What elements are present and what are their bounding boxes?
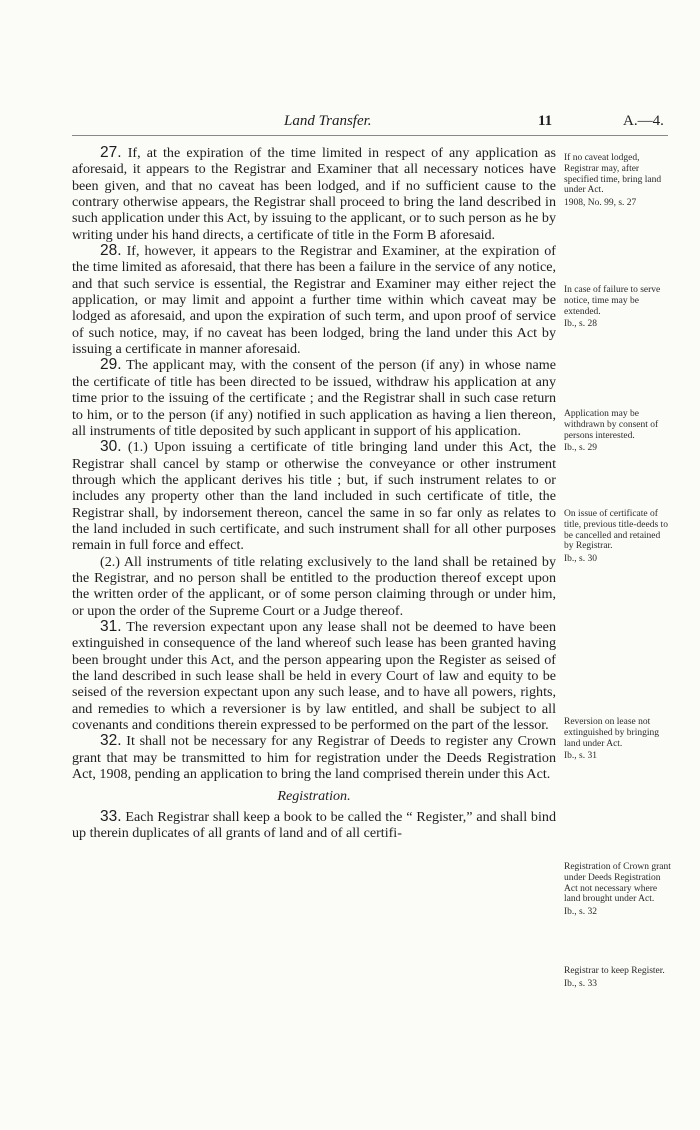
margin-note-ref: 1908, No. 99, s. 27	[564, 198, 637, 209]
section-32	[72, 733, 556, 782]
section-text: The reversion expectant upon any lease shall not be deemed to have been extinguished in consequence of the land whereof such lease has been granted having been brought under this Act, and the person appearing upon the Register as seised of the land described in such lease shall be held in every Court of law and equity to be seised of the reversion expectant upon any such lease, and to have all powers, rights, and remedies to which a reversioner is by law entitled, and shall be subject to all covenants and conditions therein expressed to be performed on the part of the lessor.	[72, 618, 556, 734]
section-text: It shall not be necessary for any Registrar of Deeds to register any Crown grant that may be transmitted to him for registration under the Deeds Registration Act, 1908, pending an application to bring the land comprised therein under this Act.	[72, 733, 556, 783]
running-title: Land Transfer.	[284, 113, 372, 129]
margin-note-ref: Ib., s. 31	[564, 751, 597, 762]
section-text: Each Registrar shall keep a book to be called the “ Register,” and shall bind up therein duplicates of all grants of land and of all certifi-	[72, 808, 556, 842]
section-30-subsection-2: (2.) All instruments of title relating exclusively to the land shall be retained by the Registrar, and no person shall be entitled to the production thereof except upon the written order of the applicant, or of some person claiming through or under him, or upon the order of the Supreme Court or a Judge thereof.	[72, 553, 556, 619]
section-30	[72, 439, 556, 553]
section-31	[72, 619, 556, 733]
margin-note-27	[564, 153, 672, 209]
margin-note-ref: Ib., s. 28	[564, 319, 597, 330]
margin-note-ref: Ib., s. 32	[564, 907, 597, 918]
section-27	[72, 145, 556, 243]
margin-note-ref: Ib., s. 33	[564, 978, 597, 989]
margin-note-29	[564, 409, 672, 454]
section-33	[72, 809, 556, 842]
section-text: (1.) Upon issuing a certificate of title bringing land under this Act, the Registrar shall cancel by stamp or otherwise the conveyance or other instrument through which the applicant derives his title ; but, if such instrument relates to or includes any property other than the land included in such certificate of title, the Registrar shall, by indorsement thereon, cancel the same in so far only as relates to the land included in such certificate, and such instrument shall for all other purposes remain in full force and effect.	[72, 439, 556, 554]
margin-note-text: On issue of certificate of title, previous title-deeds to be cancelled and retained by Registrar.	[564, 509, 668, 552]
section-number: 30.	[100, 438, 122, 456]
section-text: The applicant may, with the consent of the person (if any) in whose name the certificate of title has been directed to be issued, withdraw his application at any time prior to the issuing of the certificate ; and the Registrar shall in such case return to him, or to the person (if any) notified in such application as having a lien thereon, all instruments of title deposited by such applicant in support of his application.	[72, 357, 556, 439]
margin-note-text: Application may be withdrawn by consent of persons interested.	[564, 409, 659, 441]
section-number: 33.	[100, 807, 122, 825]
section-text: If, however, it appears to the Registrar and Examiner, at the expiration of the time limited as aforesaid, that there has been a failure in the service of any notice, and that such service is essential, the Registrar and Examiner may either reject the application, or may limit and appoint a further time within which caveat may be lodged as aforesaid, and upon the expiration of such term, and upon proof of service of such notice, may, if no caveat has been lodged, bring the land under this Act by issuing a certificate in manner aforesaid.	[72, 243, 556, 358]
margin-note-ref: Ib., s. 30	[564, 554, 597, 565]
margin-note-ref: Ib., s. 29	[564, 443, 597, 454]
section-29	[72, 357, 556, 439]
margin-note-30	[564, 509, 672, 565]
body-text	[72, 145, 556, 841]
section-number: 29.	[100, 356, 122, 374]
section-text: If, at the expiration of the time limited in respect of any application as aforesaid, it appears to the Registrar and Examiner that all necessary notices have been given, and that no caveat has been lodged, and if no sufficient cause to the contrary otherwise appears, the Registrar shall proceed to bring the land described in such application under this Act, by issuing to the applicant, or to such person as he by writing under his hand directs, a certificate of title in the Form B aforesaid.	[72, 145, 556, 243]
section-number: 28.	[100, 242, 122, 260]
margin-note-32	[564, 862, 672, 918]
header-rule	[72, 135, 668, 136]
section-number: 31.	[100, 617, 122, 635]
document-reference: A.—4.	[623, 113, 664, 129]
margin-note-text: If no caveat lodged, Registrar may, after specified time, bring land under Act.	[564, 153, 662, 196]
margin-note-28	[564, 285, 672, 330]
running-header	[0, 113, 700, 137]
margin-note-text: Reversion on lease not extinguished by bringing land under Act.	[564, 717, 659, 749]
section-number: 27.	[100, 144, 122, 161]
page-number: 11	[538, 113, 553, 129]
margin-note-31	[564, 717, 672, 762]
margin-note-text: Registration of Crown grant under Deeds Registration Act not necessary where land brought under Act.	[564, 862, 671, 905]
margin-note-33	[564, 966, 672, 990]
margin-note-text: Registrar to keep Register.	[564, 966, 665, 976]
section-heading-registration: Registration.	[277, 788, 351, 805]
section-28	[72, 243, 556, 357]
section-number: 32.	[100, 732, 122, 750]
margin-note-text: In case of failure to serve notice, time may be extended.	[564, 285, 661, 317]
